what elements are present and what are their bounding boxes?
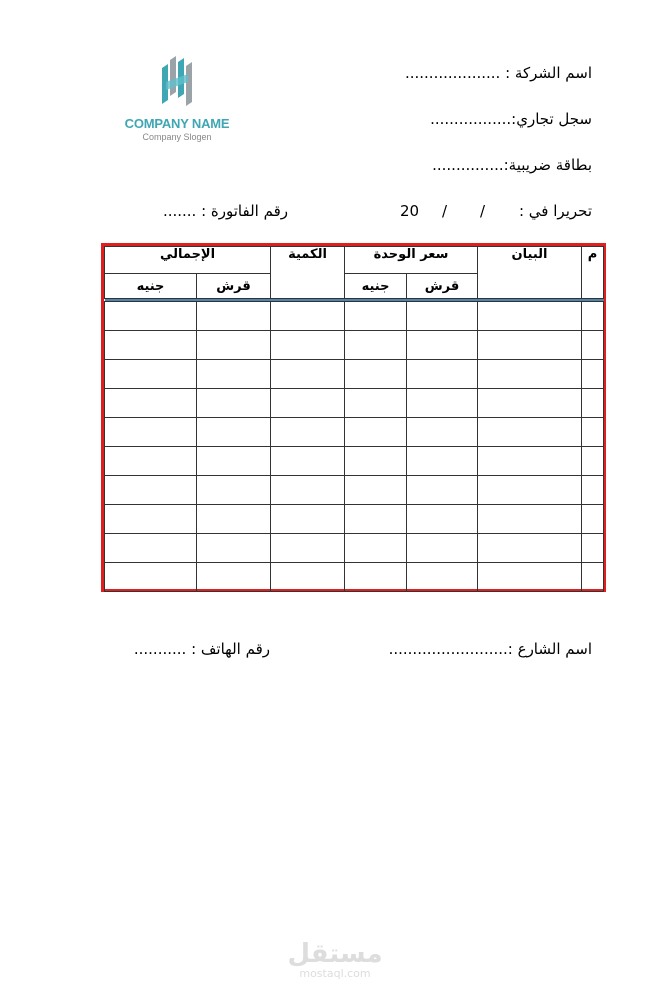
table-cell [271, 563, 345, 592]
table-cell [345, 302, 407, 331]
table-cell [271, 476, 345, 505]
table-row [105, 563, 604, 592]
table-cell [582, 360, 604, 389]
company-name: COMPANY NAME [124, 116, 230, 131]
col-description-header: البيان [478, 247, 582, 299]
col-total-header: الإجمالي [105, 247, 271, 274]
table-cell [478, 360, 582, 389]
watermark-arabic: مستقل [287, 939, 383, 969]
table-cell [345, 389, 407, 418]
table-cell [105, 360, 197, 389]
table-cell [345, 563, 407, 592]
total-pound-header: جنيه [105, 274, 197, 299]
date-label: تحريرا في : [518, 202, 592, 220]
table-cell [197, 476, 271, 505]
table-row [105, 389, 604, 418]
commercial-register-field: سجل تجاري:................. [430, 110, 592, 128]
table-cell [345, 534, 407, 563]
table-cell [407, 563, 478, 592]
table-cell [582, 447, 604, 476]
phone-field: رقم الهاتف : ........... [133, 640, 270, 658]
table-cell [105, 389, 197, 418]
date-year: 20 [400, 202, 420, 220]
table-cell [197, 360, 271, 389]
table-cell [197, 505, 271, 534]
street-name-field: اسم الشارع :......................... [388, 640, 592, 658]
table-row [105, 505, 604, 534]
table-cell [345, 505, 407, 534]
table-cell [582, 302, 604, 331]
table-cell [407, 389, 478, 418]
table-cell [582, 476, 604, 505]
invoice-table-frame [101, 243, 606, 592]
table-cell [582, 534, 604, 563]
col-quantity-header: الكمية [271, 247, 345, 299]
table-row [105, 447, 604, 476]
table-cell [271, 389, 345, 418]
table-cell [478, 418, 582, 447]
col-index-header: م [582, 247, 604, 299]
table-cell [271, 534, 345, 563]
table-row [105, 360, 604, 389]
table-cell [407, 302, 478, 331]
table-cell [197, 302, 271, 331]
invoice-table-body [105, 302, 604, 592]
table-cell [345, 331, 407, 360]
table-cell [582, 563, 604, 592]
table-cell [105, 447, 197, 476]
date-separator-1: / [480, 202, 486, 220]
logo-mark-icon [158, 52, 198, 112]
unit-price-pound-header: جنيه [345, 274, 407, 299]
table-cell [345, 360, 407, 389]
table-cell [345, 418, 407, 447]
watermark [285, 940, 385, 980]
table-cell [478, 563, 582, 592]
unit-price-piastre-header: قرش [407, 274, 478, 299]
table-cell [271, 360, 345, 389]
table-cell [345, 476, 407, 505]
table-cell [407, 360, 478, 389]
table-cell [105, 505, 197, 534]
table-cell [582, 331, 604, 360]
table-cell [197, 418, 271, 447]
table-cell [407, 534, 478, 563]
table-cell [105, 563, 197, 592]
watermark-latin: mostaql.com [299, 967, 371, 980]
table-cell [271, 505, 345, 534]
table-cell [407, 476, 478, 505]
table-row [105, 302, 604, 331]
table-cell [105, 302, 197, 331]
table-cell [105, 534, 197, 563]
table-cell [582, 505, 604, 534]
table-cell [197, 534, 271, 563]
table-cell [407, 447, 478, 476]
table-cell [582, 389, 604, 418]
table-row [105, 418, 604, 447]
table-cell [478, 476, 582, 505]
table-cell [407, 505, 478, 534]
table-cell [478, 534, 582, 563]
table-cell [478, 389, 582, 418]
table-cell [407, 418, 478, 447]
invoice-number-field: رقم الفاتورة : ....... [162, 202, 288, 220]
table-cell [478, 331, 582, 360]
table-cell [105, 418, 197, 447]
table-cell [271, 331, 345, 360]
table-cell [582, 418, 604, 447]
table-row [105, 476, 604, 505]
date-separator-2: / [442, 202, 448, 220]
table-cell [197, 447, 271, 476]
table-cell [105, 331, 197, 360]
company-logo [112, 52, 242, 152]
company-slogan: Company Slogen [142, 132, 212, 142]
table-cell [271, 418, 345, 447]
table-cell [105, 476, 197, 505]
table-cell [197, 389, 271, 418]
table-cell [407, 331, 478, 360]
table-cell [478, 505, 582, 534]
table-row [105, 534, 604, 563]
tax-card-field: بطاقة ضريبية:............... [432, 156, 592, 174]
table-cell [478, 447, 582, 476]
table-row [105, 331, 604, 360]
total-piastre-header: قرش [197, 274, 271, 299]
table-cell [345, 447, 407, 476]
table-cell [197, 563, 271, 592]
table-cell [478, 302, 582, 331]
table-cell [271, 447, 345, 476]
col-unit-price-header: سعر الوحدة [345, 247, 478, 274]
invoice-table [104, 246, 604, 592]
table-cell [197, 331, 271, 360]
company-name-field: اسم الشركة : .................... [404, 64, 592, 82]
table-cell [271, 302, 345, 331]
